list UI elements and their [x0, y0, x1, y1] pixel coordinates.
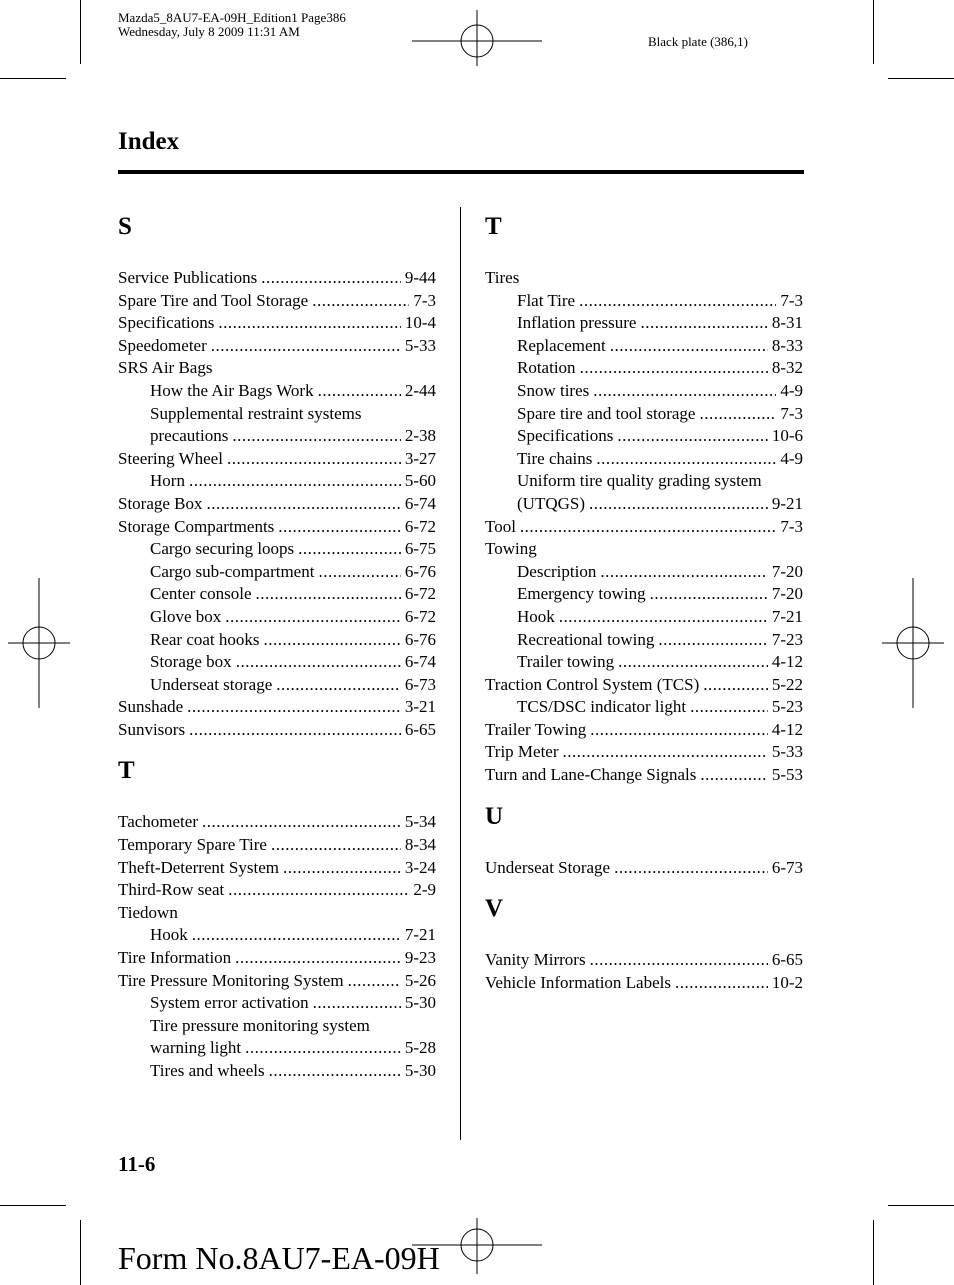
leader-dots [189, 719, 401, 742]
entry-label: Tires [485, 268, 520, 287]
print-header-date: Wednesday, July 8 2009 11:31 AM [118, 24, 300, 39]
page-number: 11-6 [118, 1152, 156, 1176]
index-entry [485, 674, 803, 697]
crop-mark [80, 1220, 81, 1285]
leader-dots [189, 470, 401, 493]
leader-dots [590, 949, 768, 972]
entry-page: 9-21 [771, 493, 803, 513]
index-subentry [485, 696, 803, 719]
entry-label: Steering Wheel [118, 448, 223, 468]
entry-label: Underseat storage [150, 674, 273, 694]
entry-label: Sunshade [118, 697, 184, 717]
entry-label: Horn [150, 471, 185, 491]
index-entry [485, 741, 803, 764]
index-entry [118, 696, 436, 719]
entry-label: Theft-Deterrent System [118, 857, 279, 877]
index-subentry [118, 1015, 436, 1038]
entry-label: Traction Control System (TCS) [485, 674, 700, 694]
index-subentry [118, 380, 436, 403]
leader-dots [618, 651, 768, 674]
index-subentry [485, 493, 803, 516]
index-subentry [485, 403, 803, 426]
index-subentry [485, 470, 803, 493]
entry-label: Center console [150, 584, 252, 604]
entry-page: 6-76 [404, 629, 436, 649]
entry-page: 4-12 [771, 719, 803, 739]
index-entry [118, 335, 436, 358]
entry-label: Trailer towing [517, 652, 615, 672]
entry-page: 5-34 [404, 812, 436, 832]
entry-page: 5-23 [771, 697, 803, 717]
entry-page: 6-74 [404, 493, 436, 513]
entry-label: Spare Tire and Tool Storage [118, 290, 309, 310]
entry-page: 6-72 [404, 516, 436, 536]
entry-page: 7-21 [404, 925, 436, 945]
index-entry [118, 516, 436, 539]
leader-dots [318, 380, 401, 403]
index-subentry [118, 425, 436, 448]
registration-mark-left [8, 578, 70, 708]
index-entry [118, 493, 436, 516]
entry-label: Glove box [150, 606, 222, 626]
leader-dots [563, 741, 768, 764]
entry-label: Service Publications [118, 268, 258, 287]
index-entry [485, 857, 803, 880]
index-entry [118, 312, 436, 335]
entry-label: Vanity Mirrors [485, 950, 586, 970]
entry-page: 4-12 [771, 652, 803, 672]
entry-page: 5-60 [404, 471, 436, 491]
leader-dots [187, 696, 401, 719]
entry-label: Tire pressure monitoring system [150, 1015, 370, 1035]
leader-dots [650, 583, 768, 606]
leader-dots [271, 834, 401, 857]
entry-label: Tire Information [118, 948, 232, 968]
entry-page: 7-23 [771, 629, 803, 649]
index-column-left [118, 205, 436, 1083]
leader-dots [596, 448, 776, 471]
crop-mark [80, 0, 81, 64]
entry-page: 5-53 [771, 765, 803, 785]
leader-dots [264, 629, 401, 652]
index-entry [118, 811, 436, 834]
index-entry [485, 949, 803, 972]
leader-dots [520, 516, 776, 539]
crop-mark [873, 0, 874, 64]
leader-dots [590, 719, 768, 742]
entry-label: Tire Pressure Monitoring System [118, 970, 344, 990]
entry-label: Flat Tire [517, 290, 576, 310]
entry-page: 6-73 [404, 674, 436, 694]
leader-dots [640, 312, 767, 335]
leader-dots [312, 290, 409, 313]
index-subentry [485, 290, 803, 313]
index-subentry [118, 583, 436, 606]
entry-label: Supplemental restraint systems [150, 403, 362, 423]
entry-label: SRS Air Bags [118, 358, 213, 378]
entry-page: 5-30 [404, 993, 436, 1013]
entry-page: 8-31 [771, 313, 803, 333]
leader-dots [675, 972, 768, 995]
leader-dots [580, 357, 768, 380]
index-subentry [485, 583, 803, 606]
index-subentry [118, 470, 436, 493]
entry-label: Third-Row seat [118, 880, 225, 900]
print-header-plate: Black plate (386,1) [648, 34, 748, 49]
index-subentry [485, 606, 803, 629]
section-letter: T [485, 213, 502, 240]
entry-page: 7-3 [780, 516, 803, 536]
entry-page: 2-9 [413, 880, 436, 900]
leader-dots [559, 606, 768, 629]
leader-dots [600, 561, 768, 584]
section-letter: U [485, 802, 504, 830]
index-subentry [118, 1037, 436, 1060]
entry-label: Specifications [517, 426, 614, 446]
registration-mark-top [412, 10, 542, 66]
index-entry [118, 902, 436, 925]
index-entry [118, 879, 436, 902]
form-number: Form No.8AU7-EA-09H [118, 1240, 440, 1276]
column-divider [460, 207, 461, 1140]
index-entry [118, 267, 436, 290]
crop-mark [0, 1205, 66, 1206]
entry-page: 8-33 [771, 335, 803, 355]
leader-dots [245, 1037, 401, 1060]
index-subentry [485, 357, 803, 380]
crop-mark [888, 1205, 954, 1206]
index-subentry [118, 629, 436, 652]
entry-label: System error activation [150, 993, 309, 1013]
index-entry [118, 857, 436, 880]
entry-label: Snow tires [517, 380, 590, 400]
leader-dots [579, 290, 776, 313]
index-subentry [118, 403, 436, 426]
leader-dots [593, 380, 776, 403]
entry-page: 2-44 [404, 380, 436, 400]
section-letter: V [485, 895, 504, 923]
entry-label: precautions [150, 426, 229, 446]
entry-page: 4-9 [780, 448, 803, 468]
entry-page: 5-30 [404, 1061, 436, 1080]
entry-page: 4-9 [780, 380, 803, 400]
index-subentry [118, 924, 436, 947]
leader-dots [658, 629, 767, 652]
entry-page: 5-33 [404, 335, 436, 355]
crop-mark [873, 1220, 874, 1285]
page-title: Index [118, 128, 180, 155]
leader-dots [283, 857, 401, 880]
leader-dots [225, 606, 401, 629]
section-letter: T [118, 757, 135, 785]
index-column-right [485, 205, 803, 994]
index-subentry [118, 992, 436, 1015]
entry-label: Tachometer [118, 812, 198, 832]
entry-label: Towing [485, 539, 537, 559]
entry-label: Cargo securing loops [150, 539, 295, 559]
entry-label: Tiedown [118, 902, 178, 922]
entry-label: Storage Box [118, 493, 203, 513]
section-letter: S [118, 213, 132, 240]
entry-page: 7-20 [771, 584, 803, 604]
leader-dots [202, 811, 401, 834]
entry-page: 7-3 [780, 290, 803, 310]
title-rule [118, 170, 804, 174]
leader-dots [211, 335, 401, 358]
index-entry [485, 764, 803, 787]
entry-label: TCS/DSC indicator light [517, 697, 687, 717]
entry-label: Sunvisors [118, 719, 186, 739]
leader-dots [699, 403, 776, 426]
registration-mark-right [882, 578, 944, 708]
entry-page: 6-74 [404, 652, 436, 672]
entry-label: Turn and Lane-Change Signals [485, 765, 697, 785]
entry-label: Specifications [118, 313, 215, 333]
leader-dots [232, 425, 400, 448]
entry-page: 6-75 [404, 539, 436, 559]
leader-dots [614, 857, 768, 880]
index-subentry [118, 651, 436, 674]
leader-dots [276, 674, 401, 697]
index-subentry [118, 674, 436, 697]
leader-dots [235, 947, 401, 970]
leader-dots [218, 312, 401, 335]
entry-page: 10-2 [771, 972, 803, 992]
entry-page: 10-4 [404, 313, 436, 333]
entry-page: 6-65 [404, 719, 436, 739]
index-subentry [485, 425, 803, 448]
leader-dots [313, 992, 401, 1015]
leader-dots [700, 764, 767, 787]
entry-page: 8-32 [771, 358, 803, 378]
entry-page: 7-3 [780, 403, 803, 423]
entry-page: 2-38 [404, 426, 436, 446]
index-subentry [485, 380, 803, 403]
leader-dots [298, 538, 401, 561]
index-entry [485, 972, 803, 995]
entry-page: 3-21 [404, 697, 436, 717]
entry-page: 5-33 [771, 742, 803, 762]
entry-label: Temporary Spare Tire [118, 835, 267, 855]
leader-dots [236, 651, 401, 674]
index-entry [118, 357, 436, 380]
entry-page: 7-3 [413, 290, 436, 310]
entry-page: 7-21 [771, 606, 803, 626]
leader-dots [227, 448, 401, 471]
print-header-file: Mazda5_8AU7-EA-09H_Edition1 Page386 [118, 10, 346, 25]
entry-page: 3-27 [404, 448, 436, 468]
index-subentry [118, 606, 436, 629]
entry-label: Cargo sub-compartment [150, 561, 315, 581]
entry-label: Storage Compartments [118, 516, 275, 536]
entry-label: Underseat Storage [485, 857, 611, 877]
leader-dots [589, 493, 768, 516]
leader-dots [192, 924, 401, 947]
entry-label: (UTQGS) [517, 493, 585, 513]
index-subentry [485, 312, 803, 335]
entry-page: 6-65 [771, 950, 803, 970]
index-subentry [118, 1060, 436, 1083]
entry-page: 6-72 [404, 584, 436, 604]
entry-label: How the Air Bags Work [150, 380, 314, 400]
leader-dots [278, 516, 401, 539]
index-entry [118, 947, 436, 970]
index-entry [485, 267, 803, 290]
entry-label: Rotation [517, 358, 576, 378]
entry-label: warning light [150, 1038, 242, 1058]
entry-page: 5-26 [404, 970, 436, 990]
entry-label: Uniform tire quality grading system [517, 471, 762, 491]
entry-label: Storage box [150, 652, 232, 672]
index-subentry [485, 448, 803, 471]
entry-label: Hook [517, 606, 555, 626]
entry-label: Inflation pressure [517, 313, 637, 333]
entry-page: 6-72 [404, 606, 436, 626]
leader-dots [269, 1060, 401, 1083]
leader-dots [256, 583, 401, 606]
entry-page: 8-34 [404, 835, 436, 855]
entry-page: 9-23 [404, 948, 436, 968]
entry-label: Description [517, 561, 597, 581]
index-entry [118, 970, 436, 993]
leader-dots [348, 970, 401, 993]
index-entry [118, 290, 436, 313]
entry-label: Vehicle Information Labels [485, 972, 671, 992]
entry-label: Tool [485, 516, 516, 536]
leader-dots [318, 561, 400, 584]
crop-mark [0, 78, 66, 79]
leader-dots [703, 674, 768, 697]
index-subentry [485, 335, 803, 358]
entry-label: Spare tire and tool storage [517, 403, 696, 423]
index-subentry [485, 651, 803, 674]
entry-label: Rear coat hooks [150, 629, 260, 649]
entry-page: 6-76 [404, 561, 436, 581]
entry-label: Trailer Towing [485, 719, 587, 739]
leader-dots [261, 267, 401, 290]
index-entry [485, 516, 803, 539]
entry-label: Tire chains [517, 448, 593, 468]
entry-label: Hook [150, 925, 188, 945]
index-entry [485, 719, 803, 742]
index-entry [118, 719, 436, 742]
entry-page: 9-44 [404, 268, 436, 287]
index-subentry [485, 629, 803, 652]
leader-dots [610, 335, 768, 358]
index-entry [118, 448, 436, 471]
index-subentry [485, 561, 803, 584]
crop-mark [888, 78, 954, 79]
entry-label: Recreational towing [517, 629, 655, 649]
entry-page: 5-28 [404, 1038, 436, 1058]
entry-page: 7-20 [771, 561, 803, 581]
entry-page: 10-6 [771, 426, 803, 446]
leader-dots [617, 425, 768, 448]
leader-dots [228, 879, 409, 902]
entry-page: 3-24 [404, 857, 436, 877]
index-entry [118, 834, 436, 857]
entry-label: Emergency towing [517, 584, 646, 604]
entry-label: Replacement [517, 335, 606, 355]
entry-label: Trip Meter [485, 742, 559, 762]
index-subentry [118, 561, 436, 584]
entry-label: Speedometer [118, 335, 207, 355]
entry-page: 5-22 [771, 674, 803, 694]
leader-dots [690, 696, 768, 719]
entry-label: Tires and wheels [150, 1061, 265, 1080]
leader-dots [207, 493, 401, 516]
entry-page: 6-73 [771, 857, 803, 877]
index-subentry [118, 538, 436, 561]
index-entry [485, 538, 803, 561]
